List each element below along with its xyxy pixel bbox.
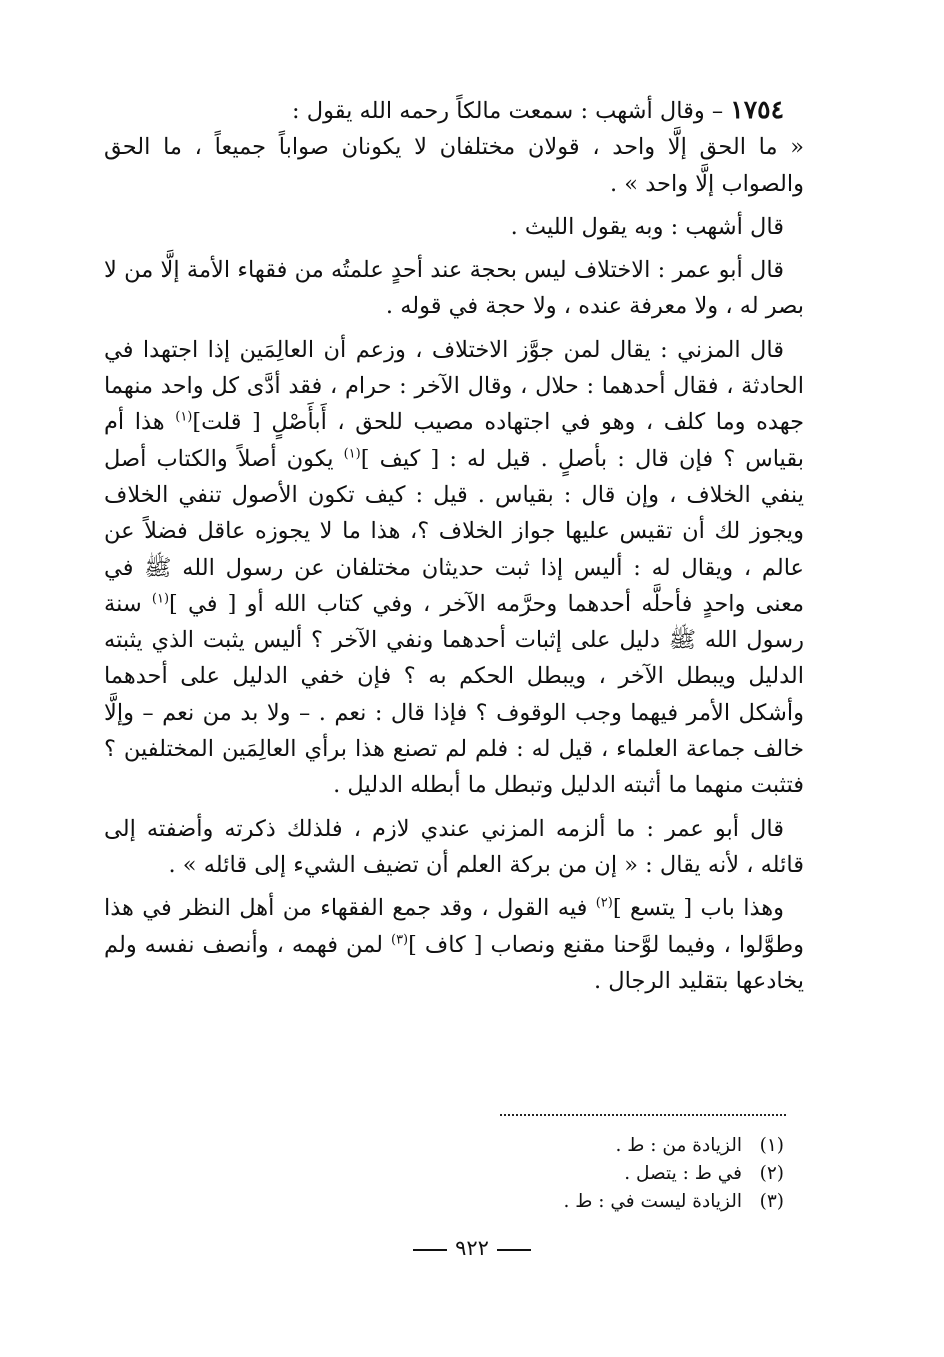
- footnote-item: [564, 1160, 784, 1188]
- page-number-value: ٩٢٢: [455, 1236, 489, 1260]
- closing-paragraph: [104, 890, 804, 999]
- paragraph-text: قال أبو عمر : ما ألزمه المزني عندي لازم ، فلذلك ذكرته وأضفته إلى قائله ، لأنه يقال : « إن من بركة العلم أن تضيف الشيء إلى قائله » .: [104, 815, 804, 878]
- footnote-number: (٣): [759, 1191, 784, 1212]
- footnote-ref: (٢): [595, 895, 613, 911]
- page-number: [0, 1236, 944, 1260]
- quote-paragraph: [104, 129, 804, 202]
- footnote-ref: (١): [343, 446, 361, 462]
- main-text: [104, 92, 804, 999]
- footnotes: [564, 1132, 784, 1216]
- paragraph-text: سنة رسول الله ﷺ دليل على إثبات أحدهما ونفي الآخر ؟ أليس يثبت الذي يثبته الدليل ويبطل الآخر ، ويبطل الحكم به ؟ فإن خفي الدليل على أحدهما وأشكل الأمر فيهما وجب الوقوف ؟ فإذا قال : نعم . – ولا بد من نعم – وإلَّا خالف جماعة العلماء ، قيل له : فلم لم تصنع هذا برأي العالِمَين المختلفين ؟ فتثبت منهما ما أثبته الدليل وتبطل ما أبطله الدليل .: [104, 590, 804, 799]
- footnote-number: (٢): [759, 1163, 784, 1184]
- paragraph: [104, 252, 804, 325]
- dash-decoration: [497, 1249, 531, 1251]
- footnote-text: في ط : يتصل .: [624, 1163, 742, 1184]
- paragraph-text: « ما الحق إلَّا واحد ، قولان مختلفان لا يكونان صواباً جميعاً ، ما الحق والصواب إلَّا واحد » .: [104, 134, 804, 197]
- paragraph: [104, 209, 804, 245]
- paragraph-text: قال المزني : يقال لمن جوَّز الاختلاف ، وزعم أن العالِمَين إذا اجتهدا في الحادثة ، فقال أحدهما : حلال ، وقال الآخر : حرام ، فقد أدَّى كل واحد منهما جهده وما كلف ، وهو في اجتهاده مصيب للحق ، أَبأَصْلٍ [ قلت]: [104, 336, 804, 436]
- paragraph-text: فيه القول ، وقد جمع الفقهاء من أهل النظر في هذا وطوَّلوا ، وفيما لوَّحنا مقنع ونصاب [ كاف ]: [104, 895, 804, 958]
- footnote-ref: (١): [151, 591, 170, 607]
- paragraph-text: قال أشهب : وبه يقول الليث .: [510, 213, 784, 240]
- footnote-ref: (٣): [390, 932, 409, 948]
- dash-decoration: [413, 1249, 447, 1251]
- entry-number: ١٧٥٤: [730, 95, 784, 124]
- paragraph: [104, 811, 804, 884]
- paragraph-text: يكون أصلاً والكتاب أصل ينفي الخلاف ، وإن قال : بقياس . قيل : كيف تكون الأصول تنفي الخلاف ويجوز لك أن تقيس عليها جواز الخلاف ؟، هذا ما لا يجوزه عاقل فضلاً عن عالم ، ويقال له : أليس إذا ثبت حديثان مختلفان عن رسول الله ﷺ في معنى واحدٍ فأحلَّه أحدهما وحرَّمه الآخر ، وفي كتاب الله أو [ في ]: [104, 445, 804, 617]
- footnote-text: الزيادة من : ط .: [615, 1135, 742, 1156]
- footnote-ref: (١): [175, 409, 193, 425]
- paragraph-text: قال أبو عمر : الاختلاف ليس بحجة عند أحدٍ علمتُه من فقهاء الأمة إلَّا من لا بصر له ، ولا معرفة عنده ، ولا حجة في قوله .: [104, 257, 804, 320]
- footnote-separator: [500, 1114, 786, 1116]
- muzani-paragraph: [104, 332, 804, 804]
- footnote-text: الزيادة ليست في : ط .: [563, 1191, 742, 1212]
- paragraph-text: لمن فهمه ، وأنصف نفسه ولم يخادعها بتقليد الرجال .: [104, 931, 804, 994]
- paragraph-text: هذا أم بقياس ؟ فإن قال : بأصلٍ . قيل له : [ كيف ]: [104, 409, 804, 472]
- footnote-item: [564, 1132, 784, 1160]
- paragraph-text: وهذا باب [ يتسع ]: [612, 895, 785, 922]
- paragraph-text: – وقال أشهب : سمعت مالكاً رحمه الله يقول :: [292, 98, 731, 124]
- paragraph-1754: [104, 92, 804, 129]
- footnote-number: (١): [759, 1135, 784, 1156]
- footnote-item: [564, 1188, 784, 1216]
